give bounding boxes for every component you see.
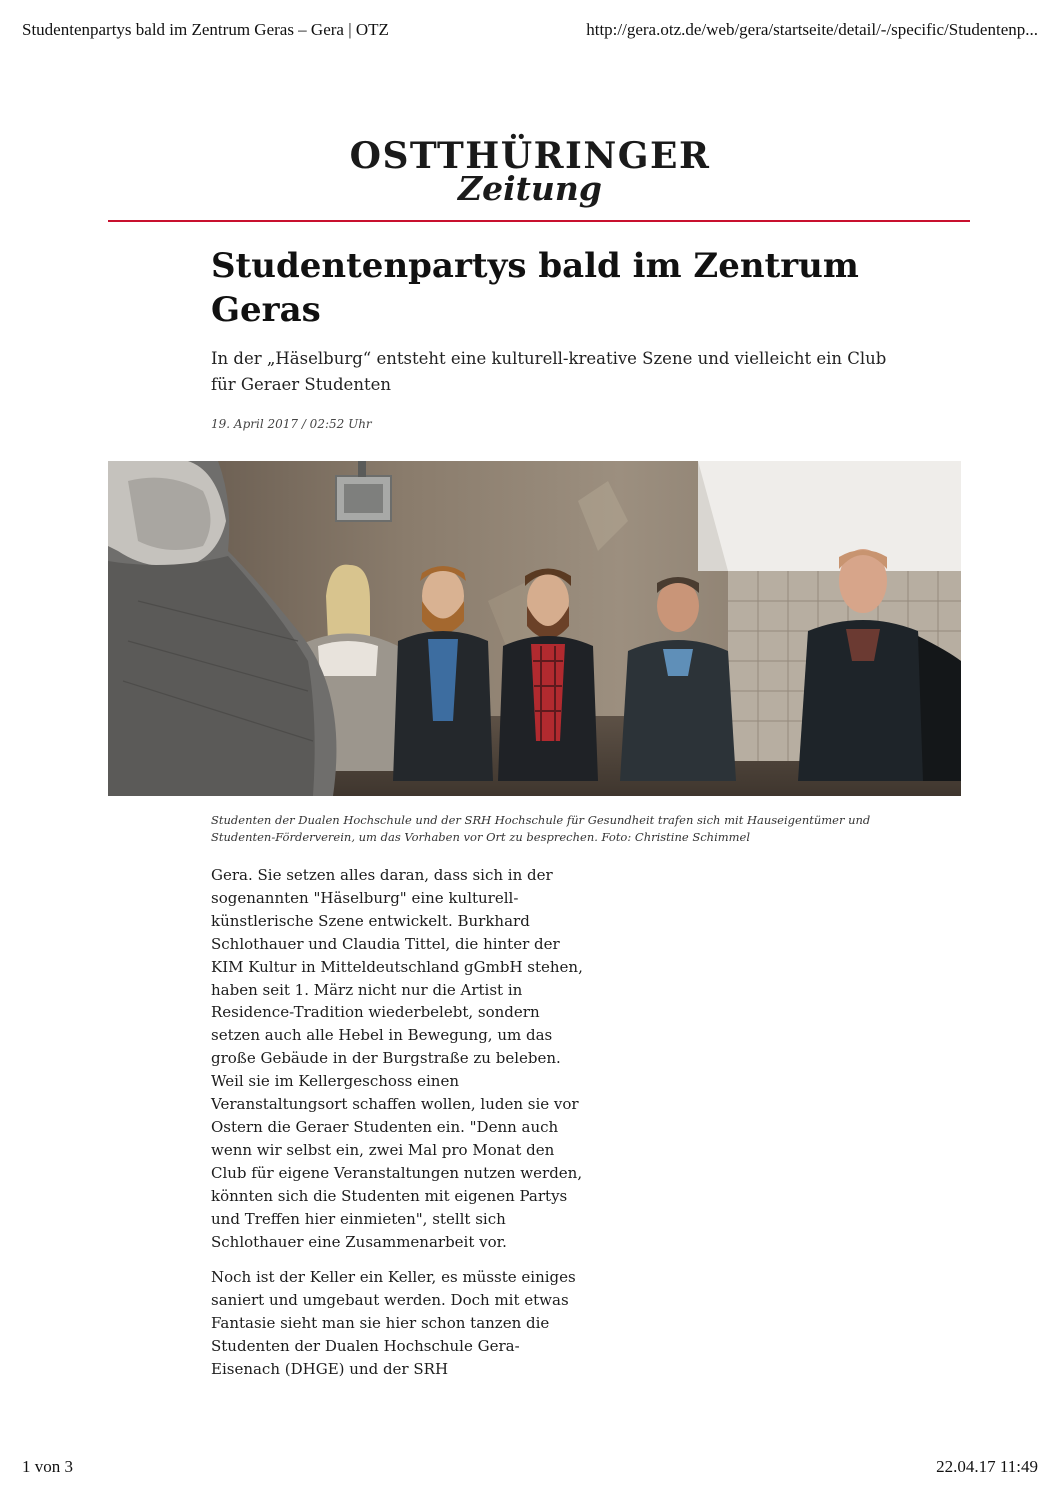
article-date: 19. April 2017 / 02:52 Uhr — [211, 417, 372, 431]
photo-illustration — [108, 461, 961, 796]
article-subheadline: In der „Häselburg“ entsteht eine kulturell-kreative Szene und vielleicht ein Club für Geraer Studenten — [211, 349, 887, 394]
article-paragraph: Noch ist der Keller ein Keller, es müsste einiges saniert und umgebaut werden. Doch mit etwas Fantasie sieht man sie hier schon tanzen die Studenten der Dualen Hochschule Gera-Eisenach (DHGE) und der SRH — [211, 1268, 576, 1379]
article-headline: Studentenpartys bald im Zentrum Geras — [211, 246, 859, 330]
print-page-url[interactable]: http://gera.otz.de/web/gera/startseite/detail/-/specific/Studentenp... — [586, 20, 1038, 39]
print-datetime: 22.04.17 11:49 — [936, 1457, 1038, 1476]
article-paragraph: Gera. Sie setzen alles daran, dass sich in der sogenannten "Häselburg" eine kulturell-künstlerische Szene entwickelt. Burkhard Schlothauer und Claudia Tittel, die hinter der KIM Kultur in Mitteldeutschland gGmbH stehen, haben seit 1. März nicht nur die Artist in Residence-Tradition wiederbelebt, sondern setzen auch alle Hebel in Bewegung, um das große Gebäude in der Burgstraße zu beleben. Weil sie im Kellergeschoss einen Veranstaltungsort schaffen wollen, luden sie vor Ostern die Geraer Studenten ein. "Denn auch wenn wir selbst ein, zwei Mal pro Monat den Club für eigene Veranstaltungen nutzen werden, könnten sich die Studenten mit eigenen Partys und Treffen hier einmieten", stellt sich Schlothauer eine Zusammenarbeit vor. — [211, 866, 583, 1251]
article-photo[interactable] — [108, 461, 961, 796]
print-header — [22, 20, 1038, 44]
logo-line-ostthueringer: OSTTHÜRINGER — [349, 135, 711, 177]
print-page-number: 1 von 3 — [22, 1457, 73, 1476]
print-page-title: Studentenpartys bald im Zentrum Geras – Gera | OTZ — [22, 20, 389, 39]
photo-caption: Studenten der Dualen Hochschule und der SRH Hochschule für Gesundheit trafen sich mit Hauseigentümer und Studenten-Förderverein, um das Vorhaben vor Ort zu besprechen. Foto: Christine Schimmel — [211, 813, 871, 844]
newspaper-logo[interactable] — [0, 135, 1060, 208]
article-body — [211, 864, 583, 1394]
print-footer — [22, 1457, 1038, 1481]
masthead-divider — [108, 220, 970, 222]
logo-line-zeitung: Zeitung — [458, 169, 602, 208]
